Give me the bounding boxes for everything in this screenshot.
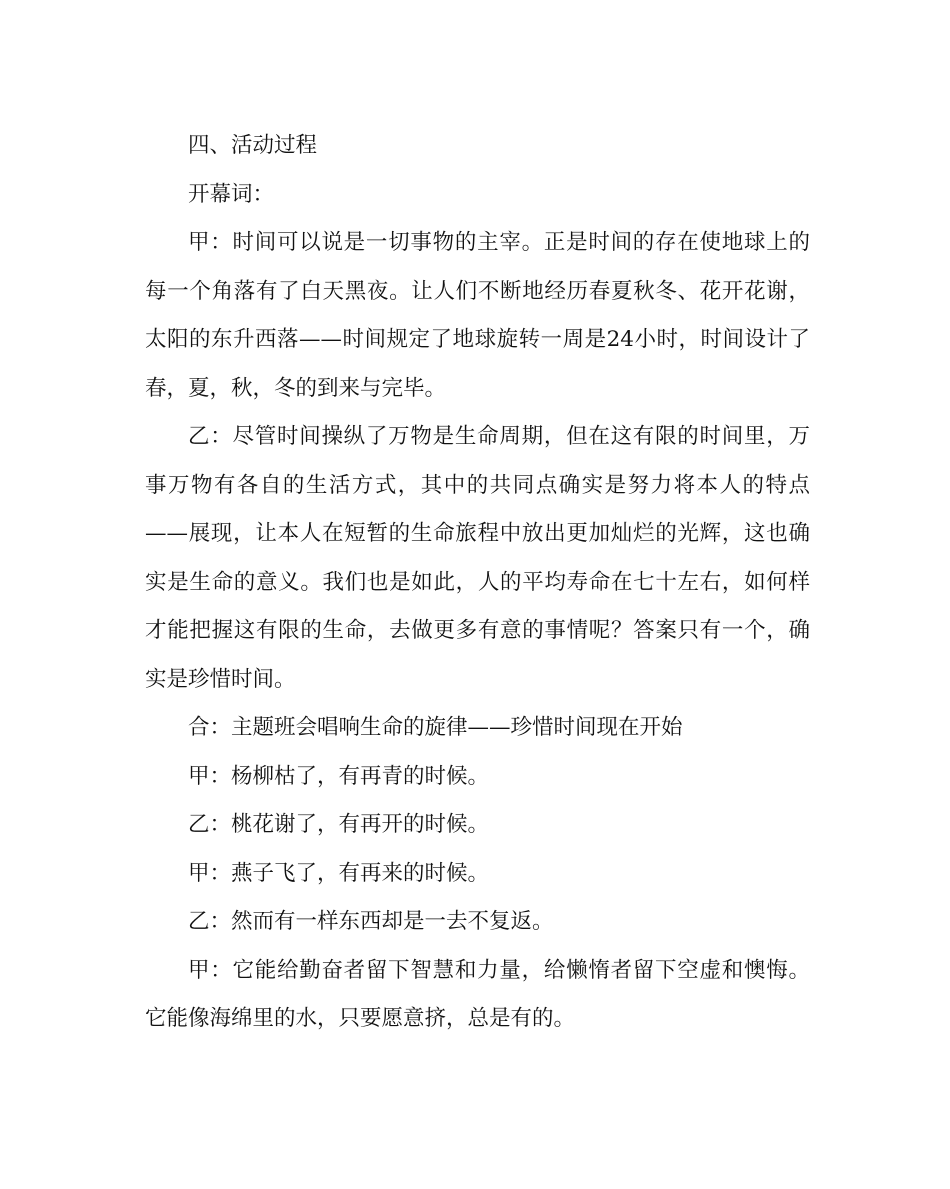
paragraph-jia-4: 甲：它能给勤奋者留下智慧和力量，给懒惰者留下空虚和懊悔。它能像海绵里的水，只要愿意挤，总是有的。 bbox=[145, 957, 810, 1031]
paragraph-yi-3: 乙：然而有一样东西却是一去不复返。 bbox=[188, 909, 554, 934]
opening-label: 开幕词： bbox=[188, 181, 275, 207]
paragraph-jia-2: 甲：杨柳枯了，有再青的时候。 bbox=[188, 763, 490, 789]
paragraph-he: 合：主题班会唱响生命的旋律——珍惜时间现在开始 bbox=[188, 715, 683, 740]
section-heading: 四、活动过程 bbox=[188, 133, 318, 158]
document-body bbox=[145, 122, 810, 1044]
paragraph-yi-1: 乙：尽管时间操纵了万物是生命周期，但在这有限的时间里，万事万物有各自的生活方式，其中的共同点确实是努力将本人的特点——展现，让本人在短暂的生命旅程中放出更加灿烂的光辉，这也确实是生命的意义。我们也是如此，人的平均寿命在七十左右，如何样才能把握这有限的生命，去做更多有意的事情呢？答案只有一个，确实是珍惜时间。 bbox=[145, 424, 810, 692]
paragraph-jia-1: 甲：时间可以说是一切事物的主宰。正是时间的存在使地球上的每一个角落有了白天黑夜。让人们不断地经历春夏秋冬、花开花谢，太阳的东升西落——时间规定了地球旋转一周是24小时，时间设计了春，夏，秋，冬的到来与完毕。 bbox=[145, 230, 810, 401]
paragraph-jia-3: 甲：燕子飞了，有再来的时候。 bbox=[188, 860, 490, 886]
paragraph-yi-2: 乙：桃花谢了，有再开的时候。 bbox=[188, 812, 490, 837]
